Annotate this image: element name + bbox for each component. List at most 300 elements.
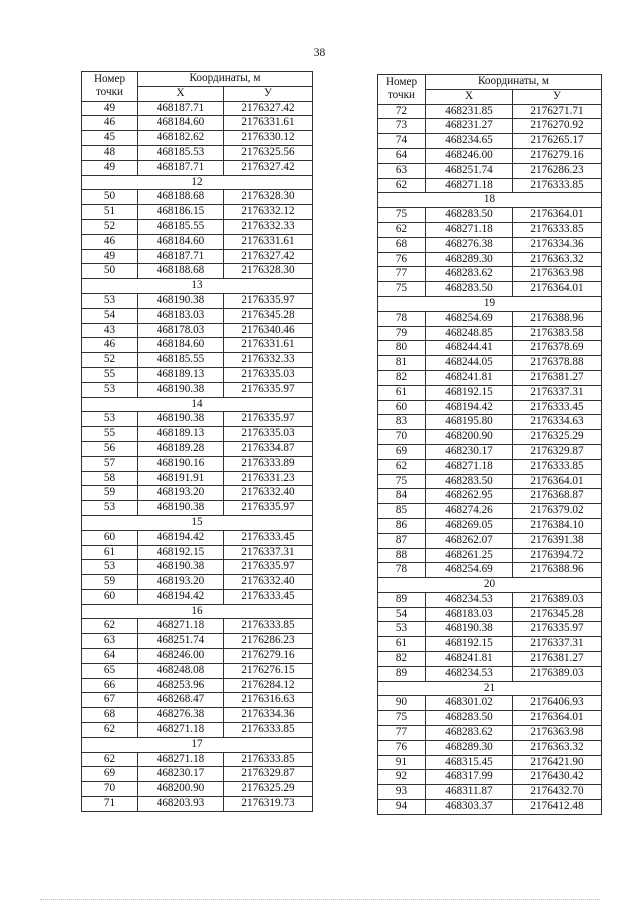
y-coordinate-cell: 2176388.96: [513, 311, 602, 326]
table-row: [378, 341, 602, 356]
point-number-cell: 93: [378, 785, 426, 800]
header-y: У: [224, 86, 313, 101]
x-coordinate-cell: 468230.17: [426, 444, 513, 459]
table-row: [378, 134, 602, 149]
table-row: [378, 637, 602, 652]
point-number-cell: 52: [82, 219, 138, 234]
x-coordinate-cell: 468271.18: [138, 752, 224, 767]
x-coordinate-cell: 468231.85: [426, 104, 513, 119]
y-coordinate-cell: 2176332.40: [224, 486, 313, 501]
table-row: [82, 338, 313, 353]
point-number-cell: 73: [378, 119, 426, 134]
table-row: [378, 518, 602, 533]
y-coordinate-cell: 2176333.89: [224, 456, 313, 471]
x-coordinate-cell: 468190.38: [426, 622, 513, 637]
table-row: [82, 619, 313, 634]
y-coordinate-cell: 2176286.23: [513, 163, 602, 178]
header-coordinates: Координаты, м: [138, 72, 313, 87]
point-number-cell: 53: [82, 560, 138, 575]
y-coordinate-cell: 2176364.01: [513, 282, 602, 297]
y-coordinate-cell: 2176378.69: [513, 341, 602, 356]
point-number-cell: 83: [378, 415, 426, 430]
point-number-cell: 46: [82, 116, 138, 131]
table-row: [82, 634, 313, 649]
x-coordinate-cell: 468234.65: [426, 134, 513, 149]
x-coordinate-cell: 468188.68: [138, 190, 224, 205]
y-coordinate-cell: 2176335.03: [224, 367, 313, 382]
y-coordinate-cell: 2176319.73: [224, 797, 313, 812]
x-coordinate-cell: 468311.87: [426, 785, 513, 800]
table-row: [378, 607, 602, 622]
section-row: [82, 175, 313, 190]
section-row: [82, 604, 313, 619]
point-number-cell: 59: [82, 575, 138, 590]
section-row: [378, 193, 602, 208]
y-coordinate-cell: 2176391.38: [513, 533, 602, 548]
y-coordinate-cell: 2176329.87: [224, 767, 313, 782]
x-coordinate-cell: 468193.20: [138, 575, 224, 590]
x-coordinate-cell: 468192.15: [138, 545, 224, 560]
x-coordinate-cell: 468253.96: [138, 678, 224, 693]
header-point-bottom: точки: [95, 86, 124, 99]
x-coordinate-cell: 468189.13: [138, 427, 224, 442]
y-coordinate-cell: 2176363.32: [513, 252, 602, 267]
x-coordinate-cell: 468190.16: [138, 456, 224, 471]
x-coordinate-cell: 468276.38: [138, 708, 224, 723]
x-coordinate-cell: 468187.71: [138, 101, 224, 116]
y-coordinate-cell: 2176383.58: [513, 326, 602, 341]
section-number: 12: [82, 175, 313, 190]
header-x: Х: [138, 86, 224, 101]
x-coordinate-cell: 468262.07: [426, 533, 513, 548]
point-number-cell: 68: [82, 708, 138, 723]
table-row: [378, 785, 602, 800]
section-row: [378, 296, 602, 311]
x-coordinate-cell: 468271.18: [426, 459, 513, 474]
point-number-cell: 53: [82, 293, 138, 308]
y-coordinate-cell: 2176325.56: [224, 145, 313, 160]
point-number-cell: 60: [82, 589, 138, 604]
x-coordinate-cell: 468315.45: [426, 755, 513, 770]
point-number-cell: 61: [82, 545, 138, 560]
table-row: [82, 767, 313, 782]
point-number-cell: 53: [82, 382, 138, 397]
point-number-cell: 52: [82, 353, 138, 368]
point-number-cell: 62: [82, 723, 138, 738]
x-coordinate-cell: 468187.71: [138, 249, 224, 264]
point-number-cell: 67: [82, 693, 138, 708]
point-number-cell: 78: [378, 311, 426, 326]
x-coordinate-cell: 468190.38: [138, 382, 224, 397]
y-coordinate-cell: 2176331.61: [224, 338, 313, 353]
table-row: [82, 782, 313, 797]
table-row: [378, 740, 602, 755]
y-coordinate-cell: 2176333.45: [224, 530, 313, 545]
table-row: [82, 190, 313, 205]
x-coordinate-cell: 468301.02: [426, 696, 513, 711]
point-number-cell: 60: [82, 530, 138, 545]
point-number-cell: 82: [378, 370, 426, 385]
point-number-cell: 53: [82, 501, 138, 516]
y-coordinate-cell: 2176430.42: [513, 770, 602, 785]
x-coordinate-cell: 468274.26: [426, 504, 513, 519]
y-coordinate-cell: 2176271.71: [513, 104, 602, 119]
y-coordinate-cell: 2176325.29: [513, 430, 602, 445]
y-coordinate-cell: 2176384.10: [513, 518, 602, 533]
table-row: [378, 489, 602, 504]
point-number-cell: 78: [378, 563, 426, 578]
table-row: [82, 323, 313, 338]
x-coordinate-cell: 468289.30: [426, 740, 513, 755]
section-number: 13: [82, 279, 313, 294]
point-number-cell: 54: [82, 308, 138, 323]
table-row: [378, 148, 602, 163]
table-row: [82, 116, 313, 131]
x-coordinate-cell: 468191.91: [138, 471, 224, 486]
x-coordinate-cell: 468283.50: [426, 711, 513, 726]
table-row: [378, 163, 602, 178]
x-coordinate-cell: 468234.53: [426, 666, 513, 681]
point-number-cell: 81: [378, 356, 426, 371]
x-coordinate-cell: 468189.28: [138, 441, 224, 456]
table-row: [378, 237, 602, 252]
y-coordinate-cell: 2176368.87: [513, 489, 602, 504]
table-row: [82, 693, 313, 708]
table-row: [378, 415, 602, 430]
section-row: [378, 681, 602, 696]
point-number-cell: 57: [82, 456, 138, 471]
y-coordinate-cell: 2176394.72: [513, 548, 602, 563]
y-coordinate-cell: 2176332.40: [224, 575, 313, 590]
point-number-cell: 68: [378, 237, 426, 252]
x-coordinate-cell: 468254.69: [426, 563, 513, 578]
table-row: [82, 264, 313, 279]
section-number: 21: [378, 681, 602, 696]
section-number: 20: [378, 578, 602, 593]
y-coordinate-cell: 2176332.33: [224, 353, 313, 368]
section-row: [82, 279, 313, 294]
y-coordinate-cell: 2176329.87: [513, 444, 602, 459]
y-coordinate-cell: 2176337.31: [224, 545, 313, 560]
x-coordinate-cell: 468303.37: [426, 800, 513, 815]
y-coordinate-cell: 2176364.01: [513, 208, 602, 223]
table-row: [82, 575, 313, 590]
x-coordinate-cell: 468190.38: [138, 560, 224, 575]
point-number-cell: 87: [378, 533, 426, 548]
point-number-cell: 91: [378, 755, 426, 770]
section-number: 19: [378, 296, 602, 311]
table-row: [378, 459, 602, 474]
x-coordinate-cell: 468283.50: [426, 282, 513, 297]
x-coordinate-cell: 468193.20: [138, 486, 224, 501]
y-coordinate-cell: 2176335.03: [224, 427, 313, 442]
point-number-cell: 62: [378, 178, 426, 193]
point-number-cell: 94: [378, 800, 426, 815]
table-row: [82, 234, 313, 249]
table-row: [378, 563, 602, 578]
y-coordinate-cell: 2176381.27: [513, 370, 602, 385]
y-coordinate-cell: 2176279.16: [224, 649, 313, 664]
point-number-cell: 62: [82, 752, 138, 767]
table-row: [378, 770, 602, 785]
point-number-cell: 66: [82, 678, 138, 693]
point-number-cell: 84: [378, 489, 426, 504]
x-coordinate-cell: 468276.38: [426, 237, 513, 252]
y-coordinate-cell: 2176432.70: [513, 785, 602, 800]
coordinates-table-left: [81, 71, 313, 812]
table-row: [82, 708, 313, 723]
x-coordinate-cell: 468200.90: [426, 430, 513, 445]
table-row: [82, 427, 313, 442]
section-row: [82, 515, 313, 530]
y-coordinate-cell: 2176363.98: [513, 267, 602, 282]
x-coordinate-cell: 468188.68: [138, 264, 224, 279]
table-row: [82, 412, 313, 427]
coordinates-table-right: [377, 74, 602, 815]
table-row: [378, 726, 602, 741]
table-row: [82, 589, 313, 604]
y-coordinate-cell: 2176330.12: [224, 131, 313, 146]
x-coordinate-cell: 468283.50: [426, 208, 513, 223]
x-coordinate-cell: 468183.03: [138, 308, 224, 323]
point-number-cell: 61: [378, 637, 426, 652]
y-coordinate-cell: 2176381.27: [513, 652, 602, 667]
x-coordinate-cell: 468234.53: [426, 592, 513, 607]
table-row: [82, 101, 313, 116]
table-row: [378, 104, 602, 119]
y-coordinate-cell: 2176276.15: [224, 663, 313, 678]
table-row: [378, 652, 602, 667]
y-coordinate-cell: 2176327.42: [224, 101, 313, 116]
x-coordinate-cell: 468190.38: [138, 501, 224, 516]
table-row: [82, 530, 313, 545]
point-number-cell: 61: [378, 385, 426, 400]
y-coordinate-cell: 2176333.85: [513, 459, 602, 474]
point-number-cell: 60: [378, 400, 426, 415]
y-coordinate-cell: 2176333.85: [513, 222, 602, 237]
section-number: 16: [82, 604, 313, 619]
x-coordinate-cell: 468317.99: [426, 770, 513, 785]
y-coordinate-cell: 2176333.45: [224, 589, 313, 604]
y-coordinate-cell: 2176325.29: [224, 782, 313, 797]
section-row: [82, 397, 313, 412]
point-number-cell: 63: [378, 163, 426, 178]
y-coordinate-cell: 2176364.01: [513, 711, 602, 726]
y-coordinate-cell: 2176363.32: [513, 740, 602, 755]
page-number: 38: [313, 47, 326, 59]
point-number-cell: 89: [378, 592, 426, 607]
table-row: [378, 119, 602, 134]
x-coordinate-cell: 468269.05: [426, 518, 513, 533]
y-coordinate-cell: 2176333.45: [513, 400, 602, 415]
table-row: [82, 367, 313, 382]
x-coordinate-cell: 468271.18: [138, 723, 224, 738]
table-row: [82, 560, 313, 575]
y-coordinate-cell: 2176389.03: [513, 592, 602, 607]
y-coordinate-cell: 2176412.48: [513, 800, 602, 815]
y-coordinate-cell: 2176332.12: [224, 205, 313, 220]
table-row: [82, 145, 313, 160]
table-row: [378, 178, 602, 193]
table-row: [82, 382, 313, 397]
y-coordinate-cell: 2176335.97: [224, 412, 313, 427]
table-row: [82, 353, 313, 368]
header-point-number: [378, 75, 426, 105]
header-point-number: [82, 72, 138, 102]
x-coordinate-cell: 468246.00: [426, 148, 513, 163]
point-number-cell: 56: [82, 441, 138, 456]
point-number-cell: 75: [378, 282, 426, 297]
table-row: [82, 131, 313, 146]
section-row: [82, 737, 313, 752]
table-row: [82, 249, 313, 264]
table-row: [378, 444, 602, 459]
y-coordinate-cell: 2176388.96: [513, 563, 602, 578]
point-number-cell: 50: [82, 190, 138, 205]
point-number-cell: 49: [82, 101, 138, 116]
x-coordinate-cell: 468251.74: [138, 634, 224, 649]
y-coordinate-cell: 2176335.97: [224, 501, 313, 516]
y-coordinate-cell: 2176421.90: [513, 755, 602, 770]
point-number-cell: 58: [82, 471, 138, 486]
table-row: [378, 533, 602, 548]
x-coordinate-cell: 468262.95: [426, 489, 513, 504]
x-coordinate-cell: 468184.60: [138, 338, 224, 353]
point-number-cell: 75: [378, 208, 426, 223]
y-coordinate-cell: 2176378.88: [513, 356, 602, 371]
point-number-cell: 51: [82, 205, 138, 220]
y-coordinate-cell: 2176364.01: [513, 474, 602, 489]
y-coordinate-cell: 2176340.46: [224, 323, 313, 338]
point-number-cell: 74: [378, 134, 426, 149]
point-number-cell: 69: [82, 767, 138, 782]
y-coordinate-cell: 2176363.98: [513, 726, 602, 741]
section-number: 17: [82, 737, 313, 752]
y-coordinate-cell: 2176334.36: [224, 708, 313, 723]
y-coordinate-cell: 2176335.97: [513, 622, 602, 637]
x-coordinate-cell: 468187.71: [138, 160, 224, 175]
point-number-cell: 46: [82, 338, 138, 353]
table-row: [378, 326, 602, 341]
table-row: [378, 370, 602, 385]
section-number: 15: [82, 515, 313, 530]
point-number-cell: 76: [378, 740, 426, 755]
section-number: 18: [378, 193, 602, 208]
x-coordinate-cell: 468244.41: [426, 341, 513, 356]
y-coordinate-cell: 2176337.31: [513, 385, 602, 400]
table-row: [378, 222, 602, 237]
y-coordinate-cell: 2176345.28: [224, 308, 313, 323]
y-coordinate-cell: 2176335.97: [224, 382, 313, 397]
table-row: [82, 308, 313, 323]
y-coordinate-cell: 2176331.61: [224, 116, 313, 131]
point-number-cell: 65: [82, 663, 138, 678]
x-coordinate-cell: 468271.18: [426, 178, 513, 193]
x-coordinate-cell: 468192.15: [426, 637, 513, 652]
point-number-cell: 64: [82, 649, 138, 664]
point-number-cell: 77: [378, 726, 426, 741]
x-coordinate-cell: 468189.13: [138, 367, 224, 382]
x-coordinate-cell: 468182.62: [138, 131, 224, 146]
y-coordinate-cell: 2176335.97: [224, 293, 313, 308]
section-number: 14: [82, 397, 313, 412]
table-row: [378, 385, 602, 400]
point-number-cell: 48: [82, 145, 138, 160]
x-coordinate-cell: 468230.17: [138, 767, 224, 782]
point-number-cell: 88: [378, 548, 426, 563]
x-coordinate-cell: 468244.05: [426, 356, 513, 371]
point-number-cell: 49: [82, 249, 138, 264]
x-coordinate-cell: 468248.85: [426, 326, 513, 341]
x-coordinate-cell: 468203.93: [138, 797, 224, 812]
y-coordinate-cell: 2176332.33: [224, 219, 313, 234]
point-number-cell: 77: [378, 267, 426, 282]
point-number-cell: 69: [378, 444, 426, 459]
table-row: [378, 282, 602, 297]
x-coordinate-cell: 468283.62: [426, 726, 513, 741]
y-coordinate-cell: 2176406.93: [513, 696, 602, 711]
table-row: [378, 504, 602, 519]
point-number-cell: 62: [378, 459, 426, 474]
table-row: [82, 456, 313, 471]
table-row: [378, 666, 602, 681]
point-number-cell: 86: [378, 518, 426, 533]
x-coordinate-cell: 468271.18: [138, 619, 224, 634]
point-number-cell: 75: [378, 711, 426, 726]
x-coordinate-cell: 468271.18: [426, 222, 513, 237]
point-number-cell: 75: [378, 474, 426, 489]
y-coordinate-cell: 2176327.42: [224, 160, 313, 175]
y-coordinate-cell: 2176265.17: [513, 134, 602, 149]
point-number-cell: 55: [82, 427, 138, 442]
x-coordinate-cell: 468289.30: [426, 252, 513, 267]
header-y: У: [513, 89, 602, 104]
point-number-cell: 63: [82, 634, 138, 649]
x-coordinate-cell: 468194.42: [138, 589, 224, 604]
point-number-cell: 90: [378, 696, 426, 711]
y-coordinate-cell: 2176334.87: [224, 441, 313, 456]
x-coordinate-cell: 468251.74: [426, 163, 513, 178]
y-coordinate-cell: 2176379.02: [513, 504, 602, 519]
section-row: [378, 578, 602, 593]
table-row: [378, 592, 602, 607]
point-number-cell: 46: [82, 234, 138, 249]
y-coordinate-cell: 2176328.30: [224, 264, 313, 279]
x-coordinate-cell: 468184.60: [138, 116, 224, 131]
table-row: [82, 678, 313, 693]
table-row: [378, 400, 602, 415]
header-point-top: Номер: [93, 73, 126, 86]
x-coordinate-cell: 468268.47: [138, 693, 224, 708]
table-row: [378, 430, 602, 445]
y-coordinate-cell: 2176333.85: [224, 619, 313, 634]
y-coordinate-cell: 2176334.36: [513, 237, 602, 252]
table-row: [378, 252, 602, 267]
table-row: [82, 752, 313, 767]
table-row: [82, 663, 313, 678]
table-row: [378, 696, 602, 711]
table-row: [82, 797, 313, 812]
point-number-cell: 92: [378, 770, 426, 785]
y-coordinate-cell: 2176333.85: [224, 752, 313, 767]
x-coordinate-cell: 468190.38: [138, 412, 224, 427]
point-number-cell: 85: [378, 504, 426, 519]
x-coordinate-cell: 468185.53: [138, 145, 224, 160]
y-coordinate-cell: 2176286.23: [224, 634, 313, 649]
point-number-cell: 80: [378, 341, 426, 356]
x-coordinate-cell: 468194.42: [138, 530, 224, 545]
table-row: [378, 548, 602, 563]
